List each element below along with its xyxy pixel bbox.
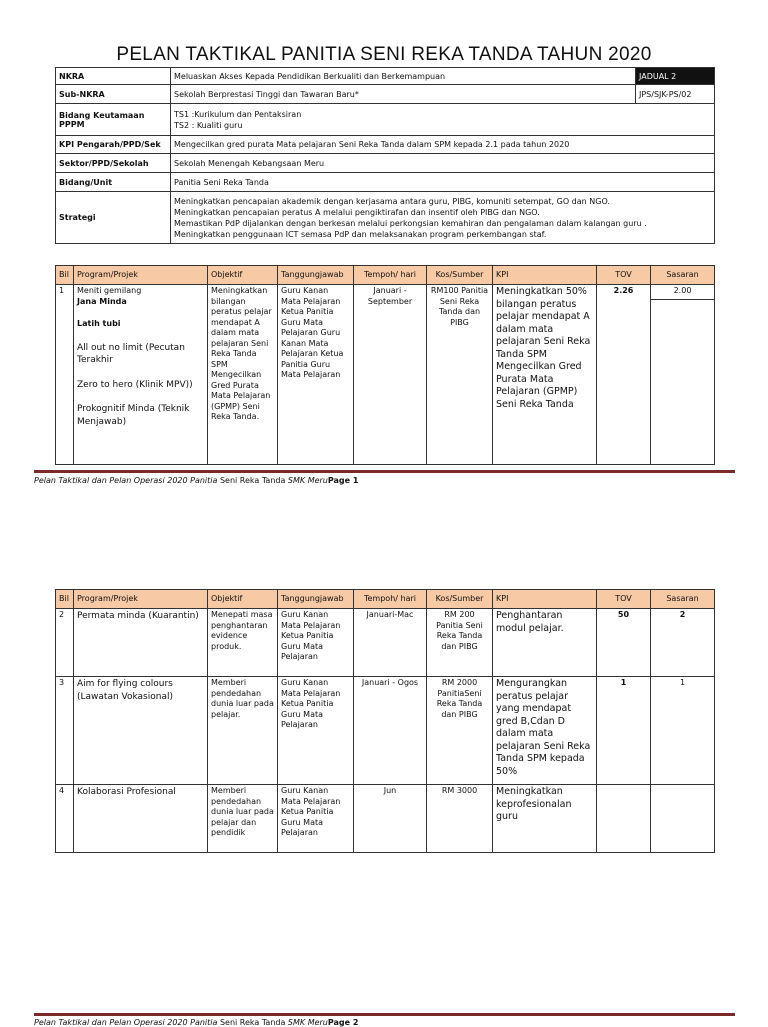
bil-cell: 4 (56, 785, 74, 853)
footer-text: Seni Reka Tanda (217, 476, 288, 485)
tanggungjawab-cell: Guru Kanan Mata Pelajaran Ketua Panitia Guru Mata Pelajaran (278, 785, 354, 853)
tempoh-cell: Januari-Mac (354, 609, 427, 677)
program-cell: Aim for flying colours (Lawatan Vokasional) (74, 677, 208, 785)
program-item: Zero to hero (Klinik MPV)) (77, 379, 193, 390)
page-footer (34, 1018, 358, 1027)
header-sasaran: Sasaran (651, 590, 715, 609)
strategi-line: Meningkatkan pencapaian akademik dengan kerjasama antara guru, PIBG, komuniti setempat, GO dan NGO. (174, 196, 610, 206)
tanggungjawab-cell: Guru Kanan Mata Pelajaran Ketua Panitia Guru Mata Pelajaran (278, 609, 354, 677)
header-tov: TOV (597, 590, 651, 609)
header-tempoh: Tempoh/ hari (354, 266, 427, 285)
strategi-label: Strategi (56, 192, 171, 244)
kos-cell: RM 2000 PanitiaSeni Reka Tanda dan PIBG (427, 677, 493, 785)
table-row (56, 677, 715, 785)
header-kos: Kos/Sumber (427, 266, 493, 285)
nkra-label: NKRA (56, 68, 171, 85)
sasaran-cell (651, 785, 715, 853)
bidang-line-1: TS1 :Kurikulum dan Pentaksiran (174, 109, 302, 119)
footer-rule (34, 470, 735, 473)
program-item: Latih tubi (77, 319, 121, 328)
header-objektif: Objektif (208, 590, 278, 609)
header-kpi: KPI (493, 266, 597, 285)
kos-cell: RM100 Panitia Seni Reka Tanda dan PIBG (427, 285, 493, 465)
subnkra-label: Sub-NKRA (56, 85, 171, 104)
program-table-1 (55, 265, 715, 465)
tanggungjawab-cell: Guru Kanan Mata Pelajaran Ketua Panitia Guru Mata Pelajaran Guru Kanan Mata Pelajaran Ketua Panitia Guru Mata Pelajaran (278, 285, 354, 465)
strategi-line: Meningkatkan pencapaian peratus A melalui pengiktirafan dan insentif oleh PIBG dan NGO. (174, 207, 540, 217)
tov-cell: 2.26 (597, 285, 651, 465)
bidang-value (171, 104, 715, 136)
program-cell: Permata minda (Kuarantin) (74, 609, 208, 677)
ref-code-cell: JPS/SJK-PS/02 (636, 85, 715, 104)
tempoh-cell: Januari - Ogos (354, 677, 427, 785)
header-bil: Bil (56, 266, 74, 285)
strategi-value (171, 192, 715, 244)
sasaran-cell (651, 285, 715, 465)
footer-page-number: Page 2 (327, 1018, 359, 1027)
tov-cell: 1 (597, 677, 651, 785)
header-tov: TOV (597, 266, 651, 285)
info-table (55, 67, 715, 244)
kpi-value: Mengecilkan gred purata Mata pelajaran Seni Reka Tanda dalam SPM kepada 2.1 pada tahun 2020 (171, 136, 715, 154)
bil-cell: 3 (56, 677, 74, 785)
objektif-cell: Menepati masa penghantaran evidence produk. (208, 609, 278, 677)
header-program: Program/Projek (74, 590, 208, 609)
subnkra-value: Sekolah Berprestasi Tinggi dan Tawaran Baru* (171, 85, 636, 104)
table-row (56, 785, 715, 853)
program-cell (74, 285, 208, 465)
footer-rule (34, 1013, 735, 1016)
header-program: Program/Projek (74, 266, 208, 285)
bidang-line-2: TS2 : Kualiti guru (174, 120, 243, 130)
kos-cell: RM 3000 (427, 785, 493, 853)
header-tempoh: Tempoh/ hari (354, 590, 427, 609)
page-footer (34, 476, 358, 485)
strategi-line: Meningkatkan penggunaan ICT semasa PdP dan melaksanakan program perkembangan staf. (174, 229, 547, 239)
header-kpi: KPI (493, 590, 597, 609)
nkra-value: Meluaskan Akses Kepada Pendidikan Berkualiti dan Berkemampuan (171, 68, 636, 85)
tempoh-cell: Jun (354, 785, 427, 853)
header-tanggungjawab: Tanggungjawab (278, 590, 354, 609)
footer-text: Pelan Taktikal dan Pelan Operasi 2020 Panitia (34, 1018, 218, 1027)
kpi-cell: Meningkatkan keprofesionalan guru (493, 785, 597, 853)
sasaran-cell: 1 (651, 677, 715, 785)
footer-text: Pelan Taktikal dan Pelan Operasi 2020 Panitia (34, 476, 218, 485)
program-table-2 (55, 589, 715, 853)
unit-value: Panitia Seni Reka Tanda (171, 173, 715, 192)
jadual-cell: JADUAL 2 (636, 68, 715, 85)
footer-text: Seni Reka Tanda (217, 1018, 288, 1027)
program-title: Meniti gemilang (77, 286, 142, 295)
objektif-cell: Memberi pendedahan dunia luar pada pelajar. (208, 677, 278, 785)
program-subtitle: Jana Minda (77, 296, 127, 306)
program-item: Prokognitif Minda (Teknik Menjawab) (77, 404, 190, 427)
kpi-cell: Mengurangkan peratus pelajar yang mendapat gred B,Cdan D dalam mata pelajaran Seni Reka Tanda SPM kepada 50% (493, 677, 597, 785)
sasaran-value: 2.00 (673, 286, 692, 295)
strategi-line: Memastikan PdP dijalankan dengan berkesan melalui perkongsian kemahiran dan pengalaman dalam kalangan guru . (174, 218, 647, 228)
sasaran-divider (651, 299, 714, 300)
tanggungjawab-cell: Guru Kanan Mata Pelajaran Ketua Panitia Guru Mata Pelajaran (278, 677, 354, 785)
sektor-label: Sektor/PPD/Sekolah (56, 154, 171, 173)
unit-label: Bidang/Unit (56, 173, 171, 192)
table-row (56, 285, 715, 465)
bil-cell: 1 (56, 285, 74, 465)
header-tanggungjawab: Tanggungjawab (278, 266, 354, 285)
sasaran-cell: 2 (651, 609, 715, 677)
program-cell: Kolaborasi Profesional (74, 785, 208, 853)
bidang-label: Bidang Keutamaan PPPM (56, 104, 171, 136)
tov-cell: 50 (597, 609, 651, 677)
kpi-label: KPI Pengarah/PPD/Sek (56, 136, 171, 154)
table-row (56, 609, 715, 677)
footer-text: SMK Meru (287, 1018, 328, 1027)
objektif-cell: Memberi pendedahan dunia luar pada pelajar dan pendidik (208, 785, 278, 853)
footer-text: SMK Meru (287, 476, 328, 485)
objektif-cell: Meningkatkan bilangan peratus pelajar mendapat A dalam mata pelajaran Seni Reka Tanda SPM Mengecilkan Gred Purata Mata Pelajaran (GPMP) Seni Reka Tanda. (208, 285, 278, 465)
sektor-value: Sekolah Menengah Kebangsaan Meru (171, 154, 715, 173)
tov-cell (597, 785, 651, 853)
header-bil: Bil (56, 590, 74, 609)
bil-cell: 2 (56, 609, 74, 677)
footer-page-number: Page 1 (327, 476, 359, 485)
kpi-cell: Penghantaran modul pelajar. (493, 609, 597, 677)
program-item: All out no limit (Pecutan Terakhir (77, 342, 185, 365)
kos-cell: RM 200 Panitia Seni Reka Tanda dan PIBG (427, 609, 493, 677)
tempoh-cell: Januari - September (354, 285, 427, 465)
page-title: PELAN TAKTIKAL PANITIA SENI REKA TANDA TAHUN 2020 (116, 44, 652, 65)
kpi-cell: Meningkatkan 50% bilangan peratus pelajar mendapat A dalam mata pelajaran Seni Reka Tanda SPM Mengecilkan Gred Purata Mata Pelajaran (GPMP) Seni Reka Tanda (493, 285, 597, 465)
header-objektif: Objektif (208, 266, 278, 285)
header-sasaran: Sasaran (651, 266, 715, 285)
header-kos: Kos/Sumber (427, 590, 493, 609)
